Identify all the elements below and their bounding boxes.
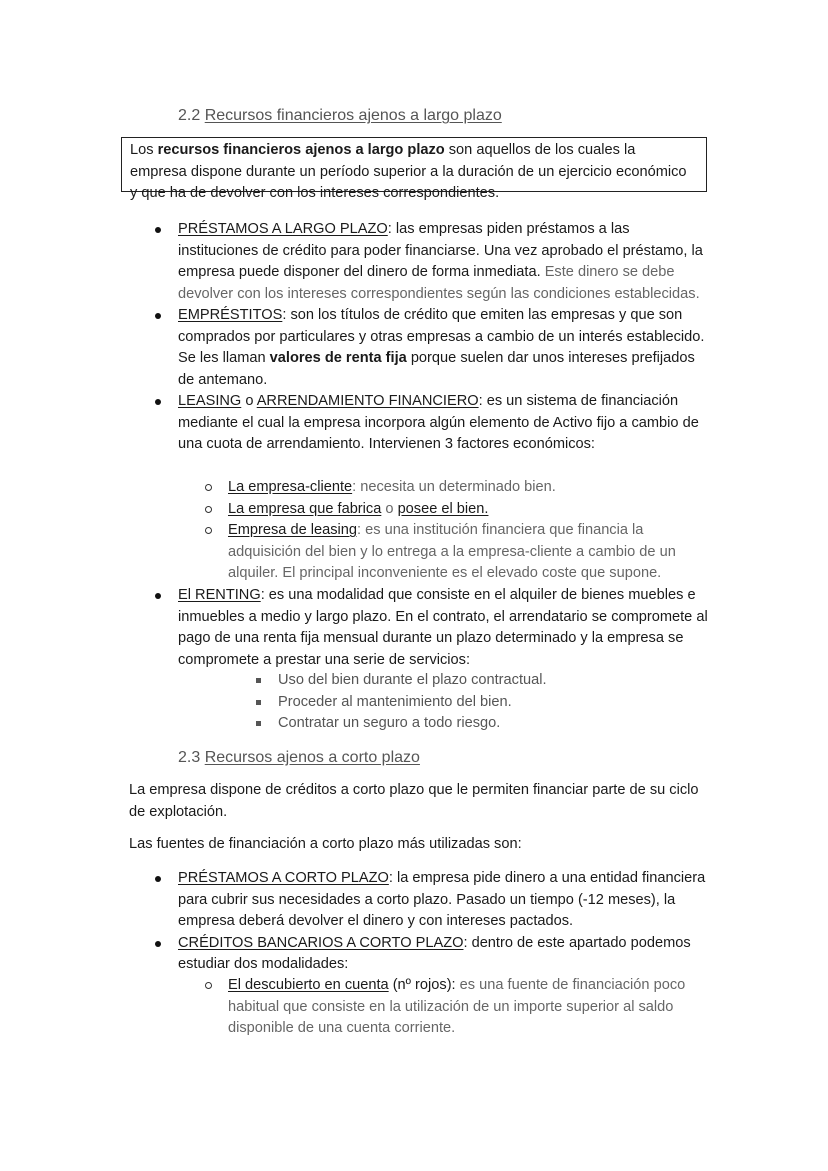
- subitem-text: es una fuente de financiación poco habitual que consiste en la utilización de un importe superior al saldo disponible de una cuenta corriente.: [228, 977, 686, 1036]
- service-item: Contratar un seguro a todo riesgo.: [278, 713, 698, 735]
- definition-term: recursos financieros ajenos a largo plazo: [157, 142, 445, 158]
- term-prestamos-corto: PRÉSTAMOS A CORTO PLAZO: [178, 870, 389, 886]
- term-renting: El RENTING: [178, 587, 261, 603]
- subterm: posee el bien.: [397, 500, 489, 517]
- section-number: 2.2: [178, 107, 201, 124]
- sublist-item-empresa-cliente: [228, 477, 708, 499]
- term-arrendamiento: ARRENDAMIENTO FINANCIERO: [256, 393, 479, 409]
- item-text: : las empresas piden préstamos a las instituciones de crédito para poder financiarse. Una vez aprobado el préstamo, la empresa puede disponer del dinero de forma inmediata.: [178, 221, 703, 280]
- subitem-text: : necesita un determinado bien.: [352, 479, 556, 495]
- subterm: El descubierto en cuenta: [228, 977, 389, 993]
- definition-text: son aquellos de los cuales la empresa dispone durante un período superior a la duración de un ejercicio económico y que ha de devolver con los intereses correspondientes.: [130, 142, 687, 201]
- subterm-paren: (nº rojos):: [388, 977, 456, 993]
- list-item-emprestitos: [178, 305, 708, 391]
- leasing-sublist: [228, 477, 708, 585]
- list-item-prestamos-largo: [178, 219, 708, 305]
- creditos-sublist: [228, 975, 708, 1040]
- list-item-creditos-bancarios: [178, 933, 708, 976]
- term-leasing: LEASING: [178, 393, 242, 409]
- short-term-list: [178, 868, 708, 976]
- definition-box: [121, 137, 707, 201]
- subitem-text: : es una institución financiera que financia la adquisición del bien y lo entrega a la empresa-cliente a cambio de un alquiler. El principal inconveniente es el elevado coste que supone.: [228, 522, 676, 581]
- list-item-prestamos-corto: [178, 868, 708, 933]
- item-text-secondary: Este dinero se debe devolver con los intereses correspondientes según las condiciones establecidas.: [178, 264, 700, 302]
- definition-pre: Los: [130, 142, 158, 158]
- bold-term-renta-fija: valores de renta fija: [269, 350, 407, 366]
- item-text: : dentro de este apartado podemos estudiar dos modalidades:: [178, 934, 691, 972]
- service-item: Proceder al mantenimiento del bien.: [278, 692, 698, 714]
- term-prestamos-largo: PRÉSTAMOS A LARGO PLAZO: [178, 221, 388, 237]
- sublist-item-empresa-fabrica: [228, 499, 708, 521]
- section-title: Recursos financieros ajenos a largo plazo: [204, 107, 502, 124]
- subterm: La empresa que fabrica: [228, 500, 382, 517]
- item-text: : la empresa pide dinero a una entidad financiera para cubrir sus necesidades a corto plazo. Pasado un tiempo (-12 meses), la empresa deberá devolver el dinero y con intereses pactados.: [178, 870, 706, 929]
- term-creditos-bancarios: CRÉDITOS BANCARIOS A CORTO PLAZO: [178, 934, 464, 951]
- subterm: Empresa de leasing: [228, 522, 357, 538]
- item-text: : son los títulos de crédito que emiten las empresas y que son comprados por particulares y otras empresas a cambio de un interés establecido. Se les llaman: [178, 307, 705, 366]
- sublist-item-descubierto: [228, 975, 708, 1040]
- section-heading-2-2: [178, 106, 502, 126]
- connector: o: [381, 500, 398, 517]
- connector: o: [241, 393, 257, 409]
- sublist-item-empresa-leasing: [228, 520, 708, 585]
- item-text: : es un sistema de financiación mediante el cual la empresa incorpora algún elemento de Activo fijo a cambio de una cuota de arrendamiento. Intervienen 3 factores económicos:: [178, 393, 699, 452]
- long-term-list-cont: [178, 585, 708, 671]
- list-item-leasing: [178, 391, 708, 456]
- section-number: 2.3: [178, 749, 201, 766]
- service-item: Uso del bien durante el plazo contractual.: [278, 670, 698, 692]
- subterm: La empresa-cliente: [228, 479, 353, 495]
- short-term-intro: La empresa dispone de créditos a corto plazo que le permiten financiar parte de su ciclo de explotación.: [129, 782, 699, 820]
- item-text: porque suelen dar unos intereses prefijados de antemano.: [178, 350, 695, 388]
- section-title: Recursos ajenos a corto plazo: [204, 749, 420, 766]
- short-term-sources-intro: Las fuentes de financiación a corto plazo más utilizadas son:: [129, 836, 522, 852]
- term-emprestitos: EMPRÉSTITOS: [178, 307, 283, 323]
- renting-services-list: [278, 670, 698, 735]
- section-heading-2-3: [178, 748, 420, 768]
- long-term-list: [178, 219, 708, 456]
- item-text: : es una modalidad que consiste en el alquiler de bienes muebles e inmuebles a medio y largo plazo. En el contrato, el arrendatario se compromete al pago de una renta fija mensual durante un plazo determinado y la empresa se compromete a prestar una serie de servicios:: [178, 587, 708, 668]
- list-item-renting: [178, 585, 708, 671]
